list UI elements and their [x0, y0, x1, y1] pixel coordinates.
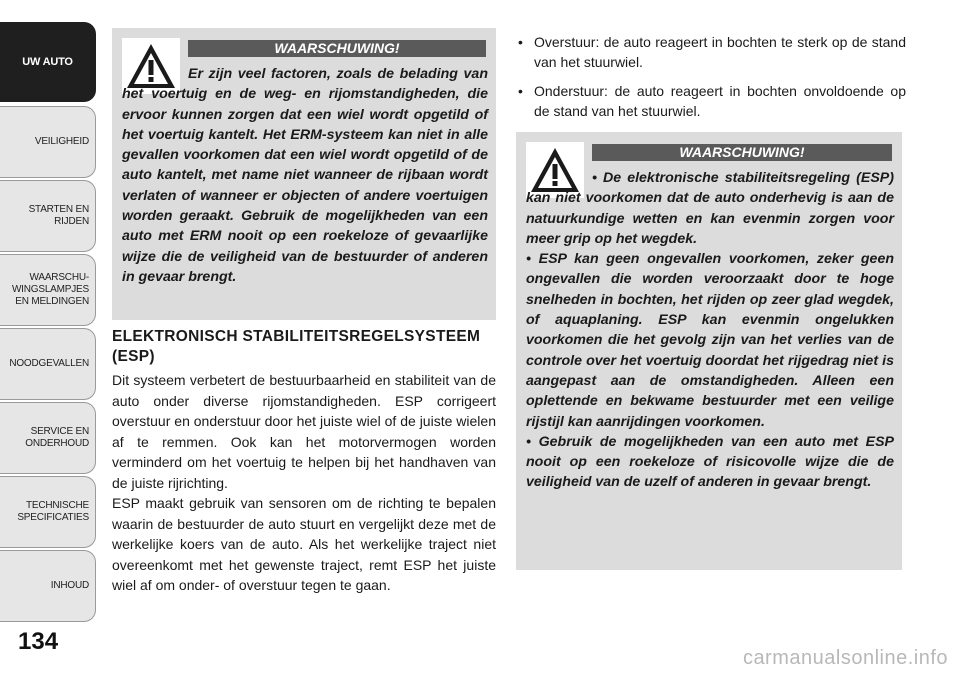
tab-starten-en-rijden[interactable]: STARTEN EN RIJDEN [0, 180, 96, 252]
tab-veiligheid[interactable]: VEILIGHEID [0, 106, 96, 178]
warning-header: WAARSCHUWING! [592, 144, 892, 161]
tab-uw-auto[interactable]: UW AUTO [0, 22, 96, 102]
warning-item: • De elektronische stabiliteitsregeling (ESP) kan niet voorkomen dat de auto onderhevig is aan de natuurkundige wetten en kan evenmin zorgen voor meer grip op het wegdek. [526, 170, 894, 247]
tab-inhoud[interactable]: INHOUD [0, 550, 96, 622]
warning-header: WAARSCHUWING! [188, 40, 486, 57]
tab-waarschuwingslampjes[interactable]: WAARSCHU- WINGSLAMPJES EN MELDINGEN [0, 254, 96, 326]
tab-service-en-onderhoud[interactable]: SERVICE EN ONDERHOUD [0, 402, 96, 474]
body-paragraph-1: Dit systeem verbetert de bestuurbaarheid en stabiliteit van de auto onder diverse rijomstandigheden. ESP corrigeert overstuur en onderstuur door het juiste wiel of de juiste wielen af te remmen. Ook kan het motorvermogen worden verminderd om het voertuig te helpen bij het handhaven van de juiste rijrichting. [112, 372, 496, 491]
body-paragraph-2: ESP maakt gebruik van sensoren om de richting te bepalen waarin de bestuurder de auto stuurt en vergelijkt deze met de werkelijke koers van de auto. Als het werkelijke traject niet overeenkomt met het gewenste traject, remt ESP het juiste wiel af om onder- of overstuur tegen te gaan. [112, 495, 496, 593]
watermark: carmanualsonline.info [742, 647, 948, 669]
warning-box-esp [516, 132, 902, 570]
bullet-onderstuur: • Onderstuur: de auto reageert in bochten onvoldoende op de stand van het stuurwiel. [516, 81, 906, 121]
page-number: 134 [18, 628, 59, 655]
warning-text: Er zijn veel factoren, zoals de belading van het voertuig en de weg- en rijomstandigheden, die ervoor kunnen zorgen dat een wiel wordt opgetild of het voertuig kantelt. Het ERM-systeem kan niet in alle gevallen voorkomen dat een wiel wordt opgetild of de auto kantelt, met name niet wanneer de rijbaan wordt verlaten of wanneer er objecten of andere voertuigen worden geraakt. Gebruik de mogelijkheden van een auto met ERM nooit op een roekeloze of gevaarlijke wijze die de veiligheid van de bestuurder of anderen in gevaar brengt. [122, 66, 488, 285]
warning-box-erm [112, 28, 496, 320]
section-title: ELEKTRONISCH STABILITEITSREGELSYSTEEM (ESP) [112, 328, 481, 365]
bullet-overstuur: • Overstuur: de auto reageert in bochten te sterk op de stand van het stuurwiel. [516, 32, 906, 72]
steering-bullets [516, 32, 906, 130]
warning-text [526, 168, 894, 493]
warning-item: • ESP kan geen ongevallen voorkomen, zeker geen ongevallen die worden veroorzaakt door te hoge snelheden in bochten, het rijden op zeer glad wegdek, of aquaplaning. ESP kan evenmin ongelukken voorkomen die het gevolg zijn van het verlies van de controle over het voertuig doordat het rijgedrag niet is aangepast aan de omstandigheden. Alleen een oplettende en bekwame bestuurder met een veilige rijstijl kan aanrijdingen voorkomen. [526, 251, 894, 430]
warning-item: • Gebruik de mogelijkheden van een auto met ESP nooit op een roekeloze of risicovolle wijze die de veiligheid van de uzelf of anderen in gevaar brengt. [526, 433, 894, 491]
tab-noodgevallen[interactable]: NOODGEVALLEN [0, 328, 96, 400]
tab-technische-specificaties[interactable]: TECHNISCHE SPECIFICATIES [0, 476, 96, 548]
